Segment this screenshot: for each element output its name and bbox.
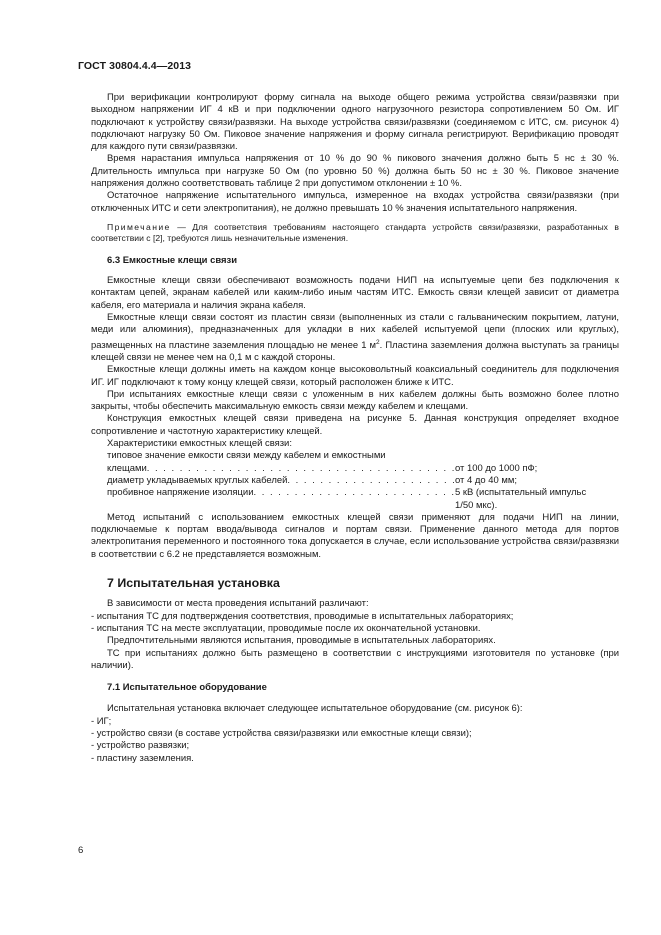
- page-number: 6: [78, 845, 84, 856]
- paragraph: ТС при испытаниях должно быть размещено в соответствии с инструкциями изготовителя по установке (при наличии).: [91, 647, 619, 671]
- leader-dots: [147, 463, 455, 475]
- paragraph: Емкостные клещи должны иметь на каждом конце высоковольтный коаксиальный соединитель для подключения ИГ. ИГ подключают к тому концу клещей связи, который расположен ближе к ИТС.: [91, 364, 619, 388]
- standard-header: ГОСТ 30804.4.4—2013: [78, 60, 192, 72]
- paragraph: При верификации контролируют форму сигнала на выходе общего режима устройства связи/развязки при выходном напряжении ИГ 4 кВ и при подключении одного нагрузочного резистора сопротивлением 50 Ом. ИГ подключают к устройству связи/развязки. На выходе устройства связи/развязки (соединяемом с ИТС, см. рисунок 4) подключают нагрузку 50 Ом. Пиковое значение напряжения и форму сигнала регистрируют. Верификацию проводят для каждого пути связи/развязки.: [91, 92, 619, 153]
- leader-dots: [253, 487, 455, 499]
- list-item: - испытания ТС на месте эксплуатации, проводимые после их окончательной установки.: [91, 622, 481, 634]
- paragraph: Испытательная установка включает следующее испытательное оборудование (см. рисунок 6):: [107, 703, 523, 715]
- characteristic-row: пробивное напряжение изоляции . . . 5 кВ (испытательный импульс: [91, 487, 619, 499]
- section-heading-7: 7 Испытательная установка: [107, 576, 280, 591]
- characteristic-value: от 100 до 1000 пФ;: [455, 462, 538, 474]
- paragraph: Метод испытаний с использованием емкостных клещей связи применяют для подачи НИП на линии, подключаемые к портам ввода/вывода сигналов и портам связи. Применение данного метода для портов электропитания переменного и постоянного тока допускается в случае, если использование устройства связи/развязки в соответствии с 6.2 не представляется возможным.: [91, 511, 619, 560]
- paragraph: Предпочтительными являются испытания, проводимые в испытательных лабораториях.: [107, 635, 496, 647]
- paragraph: Конструкция емкостных клещей связи приведена на рисунке 5. Данная конструкция определяет входное сопротивление и частотную характеристику клещей.: [91, 413, 619, 437]
- list-item: - устройство связи (в составе устройства связи/развязки или емкостные клещи связи);: [91, 728, 472, 740]
- characteristic-row: клещами . . . от 100 до 1000 пФ;: [91, 463, 619, 475]
- leader-dots: [287, 475, 455, 487]
- list-item: - ИГ;: [91, 715, 112, 727]
- list-item: - пластину заземления.: [91, 752, 194, 764]
- paragraph: При испытаниях емкостные клещи связи с уложенным в них кабелем должны быть возможно более плотно закрыты, чтобы обеспечить максимальную емкость связи между кабелем и клещами.: [91, 388, 619, 413]
- paragraph: Емкостные клещи связи обеспечивают возможность подачи НИП на испытуемые цепи без подключения к контактам цепей, экранам кабелей или каким-либо иным частям ИТС. Емкость связи клещей зависит от диаметра кабеля, его материала и наличия экрана кабеля.: [91, 275, 619, 311]
- paragraph: Емкостные клещи связи состоят из пластин связи (выполненных из стали с гальваническим покрытием, латуни, меди или алюминия), предназначенных для укладки в них кабелей испытуемой цепи (плоских или круглых), размещенных на пластине заземления площадью не менее 1 $м^2$. Пластина заземления должна выступать за границы клещей связи не менее чем на 0,1 м с каждой стороны.: [91, 311, 619, 363]
- characteristic-value-continuation: 1/50 мкс).: [455, 499, 498, 511]
- characteristic-label: типовое значение емкости связи между кабелем и емкостными: [107, 450, 386, 462]
- superscript: 2: [376, 338, 380, 346]
- list-item: - испытания ТС для подтверждения соответствия, проводимые в испытательных лабораториях;: [91, 610, 514, 622]
- document-body: [91, 92, 619, 765]
- section-heading-6-3: 6.3 Емкостные клещи связи: [107, 254, 238, 266]
- characteristic-value: 5 кВ (испытательный импульс: [455, 487, 587, 499]
- characteristics-title: Характеристики емкостных клещей связи:: [107, 438, 292, 450]
- section-heading-7-1: 7.1 Испытательное оборудование: [107, 682, 267, 694]
- paragraph: Время нарастания импульса напряжения от 10 % до 90 % пикового значения должно быть 5 нс ± 30 %. Длительность импульса при нагрузке 50 Ом (по уровню 50 %) должна быть 50 нс ± 30 %. Пиковое значение напряжения должно соответствовать таблице 2 при допустимом отклонении ± 10 %.: [91, 153, 619, 190]
- characteristic-row: диаметр укладываемых круглых кабелей . . . от 4 до 40 мм;: [91, 475, 619, 487]
- paragraph: В зависимости от места проведения испытаний различают:: [107, 598, 369, 610]
- characteristic-value: от 4 до 40 мм;: [455, 474, 517, 486]
- note-text: — Для соответствия требованиям настоящего стандарта устройств связи/развязки, разработанных в соответствии с [2], требуются лишь незначительные изменения.: [91, 221, 619, 244]
- paragraph: Остаточное напряжение испытательного импульса, измеренное на входах устройства связи/развязки (при отключенных ИТС и сети электропитания), не должно превышать 10 % значения испытательного напряжения.: [91, 190, 619, 214]
- list-item: - устройство развязки;: [91, 740, 190, 752]
- note: [91, 222, 619, 245]
- note-label: Примечание: [107, 221, 171, 232]
